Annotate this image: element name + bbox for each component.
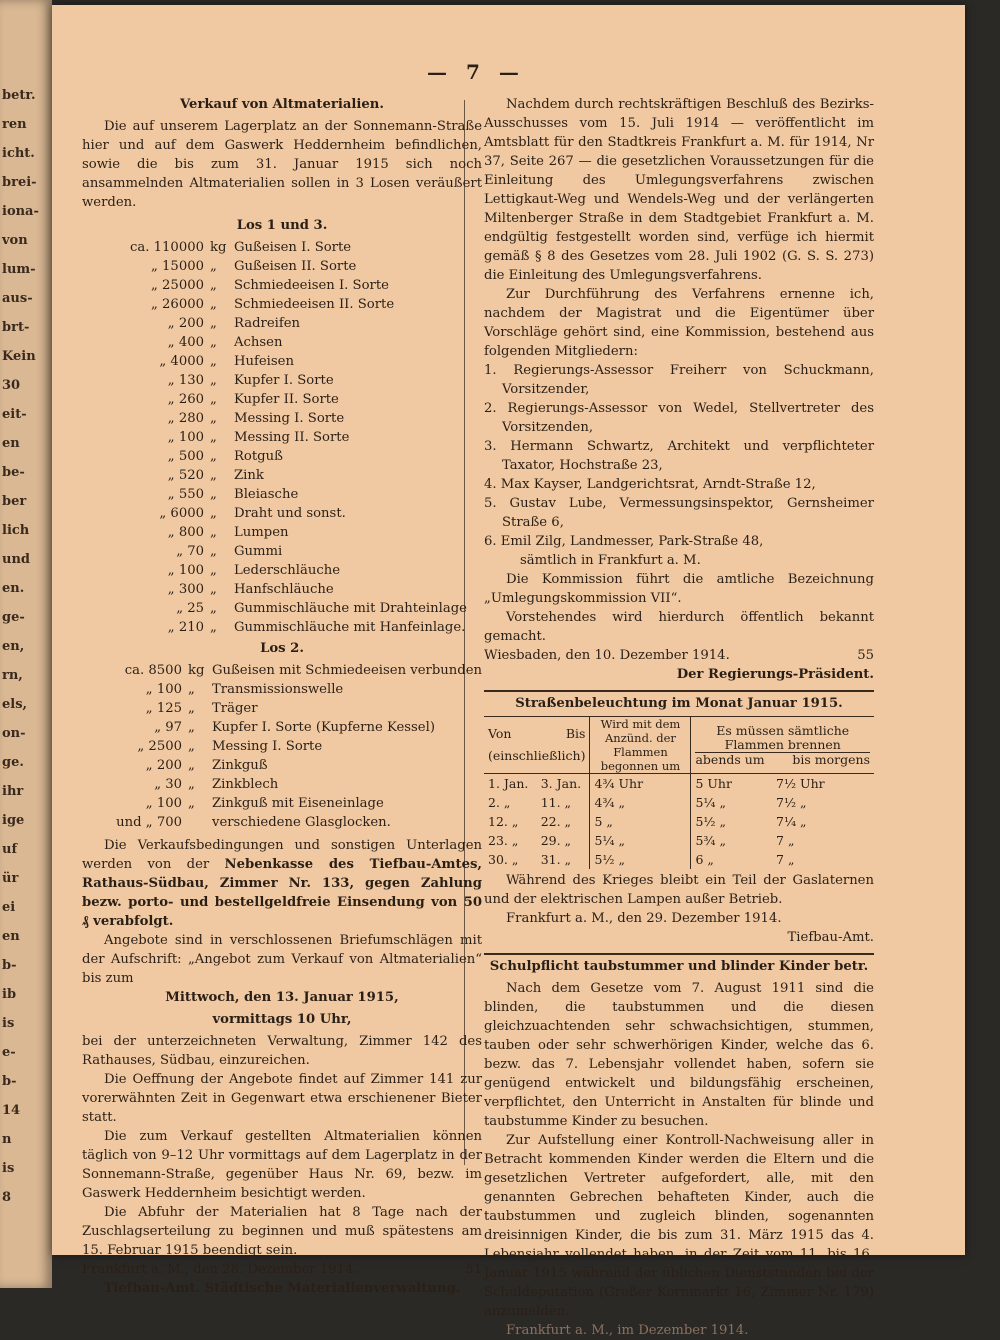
lot-item [82,523,482,542]
lot-unit: „ [210,563,217,578]
head-from: Von [488,726,512,741]
lighting-cell-von: 12. „ [488,814,519,829]
lot-unit [188,813,212,832]
lot-item [82,485,482,504]
sale-removal: Die Abfuhr der Materialien hat 8 Tage nach der Zuschlagserteilung zu beginnen und muß spätestens am 15. Februar 1915 beendigt sein. [82,1205,482,1258]
lighting-cell-mo: 7½ Uhr [776,776,825,791]
lot-item [82,775,482,794]
lot-material: Gummischläuche mit Hanfeinlage. [234,620,466,635]
lot-item [82,794,482,813]
commission-member: 6. Emil Zilg, Landmesser, Park-Straße 48, [484,534,764,549]
prev-page-fragment: be- [2,465,25,480]
lot-material: Kupfer I. Sorte [234,373,334,388]
lot2-title: Los 2. [260,641,304,656]
newspaper-page [52,5,965,1338]
lot-material: Transmissionswelle [212,682,344,697]
lot-item [82,352,482,371]
lighting-note: Während des Krieges bleibt ein Teil der Gaslaternen und der elektrischen Lampen außer Betrieb. [484,873,874,907]
lot-material: Schmiedeeisen II. Sorte [234,297,395,312]
lot-quantity: „ 26000 [151,297,204,312]
left-column [82,95,482,1301]
lot-unit: „ [210,525,217,540]
lot-quantity: „ 125 [145,701,182,716]
lot-material: Kupfer I. Sorte (Kupferne Kessel) [212,720,435,735]
sale-signature: Tiefbau-Amt. Städtische Materialienverwaltung. [103,1281,461,1296]
sale-conditions-text: Die Verkaufsbedingungen und sonstigen Unterlagen werden von der [82,838,482,872]
prev-page-fragment: en. [2,581,25,596]
prev-page-fragment: brt- [2,320,30,335]
lot-unit: „ [210,411,217,426]
lot-material: Lumpen [234,525,289,540]
commission-member: 3. Hermann Schwartz, Architekt und verpflichteter Taxator, Hochstraße 23, [484,439,874,473]
lot-quantity: „ 300 [167,582,204,597]
commission-member: 4. Max Kayser, Landgerichtsrat, Arndt-Straße 12, [484,477,816,492]
prev-page-fragment: 30 [2,378,21,393]
lot-unit: kg [187,663,205,678]
prev-page-fragment: b- [2,958,17,973]
prev-page-fragment: icht. [2,146,35,161]
lot-quantity: „ 2500 [137,739,182,754]
lighting-cell-anz: 4¾ Uhr [590,774,691,794]
lot-item [82,390,482,409]
lot-material: Messing I. Sorte [212,739,323,754]
page-number: — 7 — [427,60,525,84]
lot-material: Gußeisen mit Schmiedeeisen verbunden [211,663,482,678]
school-law: Nach dem Gesetze vom 7. August 1911 sind die blinden, die taubstummen und die diesen gleichzuachtenden sehr schwachsichtigen, stummen, tauben oder sehr schwerhörigen Kinder, welche das 6. bezw. das 7. Lebensjahr vollendet haben, sofern sie genügend entwickelt und bildungsfähig erscheinen, verpflichtet, den Unterricht in Anstalten für blinde und taubstumme Kinder zu besuchen. [484,981,874,1129]
lot-item [82,238,482,257]
deadline-date: Mittwoch, den 13. Januar 1915, [165,990,399,1005]
sale-place-date: Frankfurt a. M., den 28. Dezember 1914. [82,1262,358,1277]
lot-unit: „ [188,701,195,716]
lot-quantity: „ 260 [167,392,204,407]
lot-quantity: „ 500 [167,449,204,464]
lighting-cell-bis: 31. „ [540,852,572,867]
prev-page-fragment: betr. [2,88,36,103]
lighting-cell-ab: 5½ „ [691,812,772,831]
lot-material: Gummi [234,544,283,559]
lot-quantity: „ 25000 [151,278,204,293]
lot-item [82,599,482,618]
lot-quantity: „ 100 [145,796,182,811]
prev-page-fragment: els, [2,697,28,712]
lot-material: Träger [212,701,258,716]
prev-page-fragment: ge. [2,755,24,770]
prev-page-fragment: ige [2,813,25,828]
commission-member: 1. Regierungs-Assessor Freiherr von Schuckmann, Vorsitzender, [484,363,874,397]
lot-item [82,580,482,599]
lot-material: Messing II. Sorte [234,430,350,445]
lighting-cell-ab: 6 „ [691,850,772,869]
prev-page-fragment: aus- [2,291,33,306]
lot-item [82,257,482,276]
decree-place-date: Wiesbaden, den 10. Dezember 1914. [484,648,730,663]
prev-page-fragment: von [2,233,28,248]
lot-quantity: „ 15000 [151,259,204,274]
lot-material: Draht und sonst. [234,506,346,521]
lighting-table [484,716,874,869]
sale-conditions [82,836,482,931]
school-registration: Zur Aufstellung einer Kontroll-Nachweisung aller in Betracht kommenden Kinder werden die Eltern und die gesetzlichen Vertreter aufgefordert, alle, mit den genannten Gebrechen behafteten Kinder, auch die taubstummen und zugleich blinden, sogenannten dreisinnigen Kinder, die bis zum 31. März 1915 das 4. Lebensjahr vollendet haben, in der Zeit vom 11. bis 16. Januar 1915 während der üblichen Dienststunden bei der Schuldeputation (Großer Kornmarkt 16, Zimmer Nr. 179) anzumelden. [484,1133,874,1319]
lot-unit: „ [210,468,217,483]
lot-item [82,718,482,737]
lot-item [82,428,482,447]
lot1-list [82,238,482,637]
lot-material: Bleiasche [234,487,299,502]
lot-quantity: „ 30 [154,777,182,792]
lot-quantity: „ 100 [167,430,204,445]
prev-page-fragment: iona- [2,204,39,219]
section-rule-2 [484,953,874,955]
prev-page-fragment: is [2,1016,15,1031]
sale-place-date-row [82,1260,482,1279]
lighting-cell-mo: 7¼ „ [776,814,807,829]
lighting-cell-bis: 22. „ [540,814,572,829]
lot-item [82,542,482,561]
lot-quantity: ca. 110000 [130,240,204,255]
lot-quantity: und „ 700 [116,815,182,830]
school-date: Frankfurt a. M., im Dezember 1914. [506,1323,749,1338]
lot-unit: „ [210,506,217,521]
prev-page-fragment: ib [2,987,17,1002]
lot-quantity: „ 400 [167,335,204,350]
prev-page-fragment: lich [2,523,30,538]
lot-item [82,276,482,295]
lot-quantity: „ 280 [167,411,204,426]
lot-quantity: „ 550 [167,487,204,502]
head-must-burn: Es müssen sämtliche Flammen brennen [695,724,870,753]
lot-material: Achsen [234,335,283,350]
lot-unit: „ [210,373,217,388]
prev-page-fragment: b- [2,1074,17,1089]
publication-note: Vorstehendes wird hierdurch öffentlich bekannt gemacht. [484,610,874,644]
lot-item [82,813,482,832]
sale-offers: Angebote sind in verschlossenen Briefumschlägen mit der Aufschrift: „Angebot zum Verkauf von Altmaterialien“ bis zum [82,933,482,986]
sale-title: Verkauf von Altmaterialien. [180,97,384,112]
lot-unit: „ [188,777,195,792]
lighting-cell-mo: 7 „ [776,833,795,848]
lot-quantity: „ 6000 [159,506,204,521]
prev-page-fragment: Kein [2,349,36,364]
lighting-cell-anz: 5 „ [590,812,691,831]
prev-page-fragment: en [2,929,20,944]
lot-quantity: „ 25 [176,601,204,616]
commission-member: 5. Gustav Lube, Vermessungsinspektor, Gernsheimer Straße 6, [484,496,874,530]
lot-unit: „ [210,449,217,464]
lighting-cell-ab: 5¾ „ [691,831,772,850]
lot-unit: „ [210,601,217,616]
lighting-head-ignite: Wird mit dem Anzünd. der Flammen begonnen um [590,717,691,774]
section-rule [484,690,874,692]
prev-page-fragment: eit- [2,407,27,422]
commission-name: Die Kommission führt die amtliche Bezeichnung „Umlegungskommission VII“. [484,572,874,606]
lot-unit: „ [210,430,217,445]
lighting-head-burn [691,717,874,774]
lighting-cell-von: 30. „ [488,852,519,867]
sale-conditions-office: Nebenkasse des Tiefbau-Amtes, Rathaus-Südbau, Zimmer Nr. 133, gegen Zahlung bezw. porto- und bestellgeldfreie Einsendung von 50 ₰ verabfolgt. [82,857,482,929]
sale-submit: bei der unterzeichneten Verwaltung, Zimmer 142 des Rathauses, Südbau, einzureichen. [82,1034,482,1068]
decree-place-date-row [484,646,874,665]
lot-item [82,371,482,390]
lot-item [82,504,482,523]
lot-item [82,409,482,428]
commission-members [484,361,874,551]
lot-unit: „ [188,796,195,811]
decree-signature: Der Regierungs-Präsident. [676,667,874,682]
lot-item [82,661,482,680]
lot-item [82,680,482,699]
lot-unit: „ [210,392,217,407]
lighting-row [484,812,874,831]
lot-item [82,447,482,466]
lot-item [82,756,482,775]
lighting-row [484,831,874,850]
prev-page-fragment: ber [2,494,27,509]
lot-quantity: „ 70 [176,544,204,559]
lighting-cell-von: 2. „ [488,795,511,810]
lot-item [82,466,482,485]
head-evening: abends um [695,751,765,767]
lot-unit: „ [210,544,217,559]
lighting-cell-von: 1. Jan. [488,776,529,791]
lot1-title: Los 1 und 3. [236,218,328,233]
lot-material: Hufeisen [234,354,294,369]
prev-page-fragment: ür [2,871,19,886]
lighting-date: Frankfurt a. M., den 29. Dezember 1914. [506,911,782,926]
prev-page-fragment: is [2,1161,15,1176]
lot-material: Messing I. Sorte [234,411,345,426]
head-inclusive: (einschließlich) [488,748,586,763]
lot-item [82,561,482,580]
lot-material: Zinkblech [212,777,279,792]
lighting-cell-ab: 5 Uhr [691,774,772,794]
lighting-signature: Tiefbau-Amt. [787,930,874,945]
lot-material: Schmiedeeisen I. Sorte [234,278,389,293]
decree-number: 55 [857,648,874,663]
lot-unit: „ [210,354,217,369]
lot-quantity: „ 200 [167,316,204,331]
prev-page-fragment: e- [2,1045,16,1060]
prev-page-fragment: ren [2,117,27,132]
lighting-cell-anz: 5½ „ [590,850,691,869]
lot-quantity: „ 200 [145,758,182,773]
lot-item [82,699,482,718]
lot-item [82,618,482,637]
lot-item [82,314,482,333]
previous-page-edge [0,0,52,1288]
lot-material: Zinkguß mit Eiseneinlage [212,796,384,811]
lot-unit: „ [210,297,217,312]
prev-page-fragment: en [2,436,20,451]
lighting-head-range [484,717,590,774]
lot-unit: „ [210,620,217,635]
lot-quantity: „ 4000 [159,354,204,369]
deadline-time: vormittags 10 Uhr, [212,1012,352,1027]
lot-material: Rotguß [234,449,283,464]
lighting-row [484,793,874,812]
lighting-row [484,850,874,869]
lot-quantity: „ 100 [145,682,182,697]
lot-unit: „ [210,335,217,350]
lot-material: Gußeisen II. Sorte [234,259,357,274]
lot2-list [82,661,482,832]
prev-page-fragment: 8 [2,1190,12,1205]
lighting-cell-bis: 3. Jan. [540,776,582,791]
lot-quantity: „ 97 [154,720,182,735]
lighting-title: Straßenbeleuchtung im Monat Januar 1915. [515,696,843,711]
prev-page-fragment: brei- [2,175,37,190]
sale-opening: Die Oeffnung der Angebote findet auf Zimmer 141 zur vorerwähnten Zeit in Gegenwart etwa erschienener Bieter statt. [82,1072,482,1125]
lot-material: Zinkguß [212,758,268,773]
lot-quantity: „ 800 [167,525,204,540]
head-morning: bis morgens [792,751,870,767]
lot-material: Zink [234,468,264,483]
prev-page-fragment: ei [2,900,16,915]
lot-unit: „ [210,487,217,502]
sale-viewing: Die zum Verkauf gestellten Altmaterialien können täglich von 9–12 Uhr vormittags auf dem Lagerplatz in der Sonnemann-Straße, gegenüber Haus Nr. 69, bezw. im Gaswerk Heddernheim besichtigt werden. [82,1129,482,1201]
lot-unit: „ [188,739,195,754]
lot-unit: „ [210,316,217,331]
lot-material: Gußeisen I. Sorte [234,240,352,255]
head-to: Bis [565,726,586,741]
prev-page-fragment: ge- [2,610,25,625]
members-location: sämtlich in Frankfurt a. M. [520,553,701,568]
lot-unit: „ [188,682,195,697]
lot-material: Hanfschläuche [234,582,334,597]
lot-unit: „ [188,758,195,773]
lighting-cell-bis: 29. „ [540,833,572,848]
sale-intro: Die auf unserem Lagerplatz an der Sonnemann-Straße hier und auf dem Gaswerk Heddernheim befindlichen, sowie die bis zum 31. Januar 1915 sich noch ansammelnden Altmaterialien sollen in 3 Losen veräußert werden. [82,119,482,210]
prev-page-fragment: rn, [2,668,23,683]
lot-unit: „ [210,582,217,597]
prev-page-fragment: ihr [2,784,24,799]
lot-quantity: „ 100 [167,563,204,578]
prev-page-fragment: lum- [2,262,36,277]
lot-unit: kg [210,240,227,255]
school-title: Schulpflicht taubstummer und blinder Kinder betr. [489,959,869,974]
lot-quantity: „ 130 [167,373,204,388]
prev-page-fragment: 14 [2,1103,21,1118]
lot-unit: „ [210,259,217,274]
lot-material: Radreifen [234,316,301,331]
lot-material: Lederschläuche [234,563,341,578]
lighting-cell-von: 23. „ [488,833,519,848]
lot-item [82,333,482,352]
lighting-cell-anz: 5¼ „ [590,831,691,850]
lot-quantity: „ 520 [167,468,204,483]
lot-material: Gummischläuche mit Drahteinlage [234,601,467,616]
prev-page-fragment: en, [2,639,25,654]
lighting-row [484,774,874,794]
lot-quantity: ca. 8500 [124,663,182,678]
lot-item [82,295,482,314]
lighting-cell-bis: 11. „ [540,795,572,810]
right-column [484,95,874,1340]
prev-page-fragment: uf [2,842,18,857]
lot-item [82,737,482,756]
lot-unit: „ [210,278,217,293]
lot-material: Kupfer II. Sorte [234,392,339,407]
lighting-cell-mo: 7½ „ [776,795,807,810]
prev-page-fragment: on- [2,726,26,741]
reallocation-decree: Nachdem durch rechtskräftigen Beschluß des Bezirks-Ausschusses vom 15. Juli 1914 — veröffentlicht im Amtsblatt für den Stadtkreis Frankfurt a. M. für 1914, Nr 37, Seite 267 — die gesetzlichen Voraussetzungen für die Einleitung des Umlegungsverfahrens zwischen Lettigkaut-Weg und Wendels-Weg und der verlängerten Miltenberger Straße in dem Stadtgebiet Frankfurt a. M. endgültig festgestellt worden sind, verfüge ich hiermit gemäß § 8 des Gesetzes vom 28. Juli 1902 (G. S. S. 273) die Einleitung des Umlegungsverfahrens. [484,97,874,283]
lighting-cell-ab: 5¼ „ [691,793,772,812]
lighting-cell-anz: 4¾ „ [590,793,691,812]
lot-quantity: „ 210 [167,620,204,635]
lot-material: verschiedene Glasglocken. [212,815,391,830]
lot-unit: „ [188,720,195,735]
prev-page-fragment: n [2,1132,12,1147]
commission-intro: Zur Durchführung des Verfahrens ernenne ich, nachdem der Magistrat und die Eigentümer über Vorschläge gehört sind, eine Kommission, bestehend aus folgenden Mitgliedern: [484,287,874,359]
lighting-cell-mo: 7 „ [776,852,795,867]
commission-member: 2. Regierungs-Assessor von Wedel, Stellvertreter des Vorsitzenden, [484,401,874,435]
sale-number: 51 [465,1262,482,1277]
prev-page-fragment: und [2,552,30,567]
